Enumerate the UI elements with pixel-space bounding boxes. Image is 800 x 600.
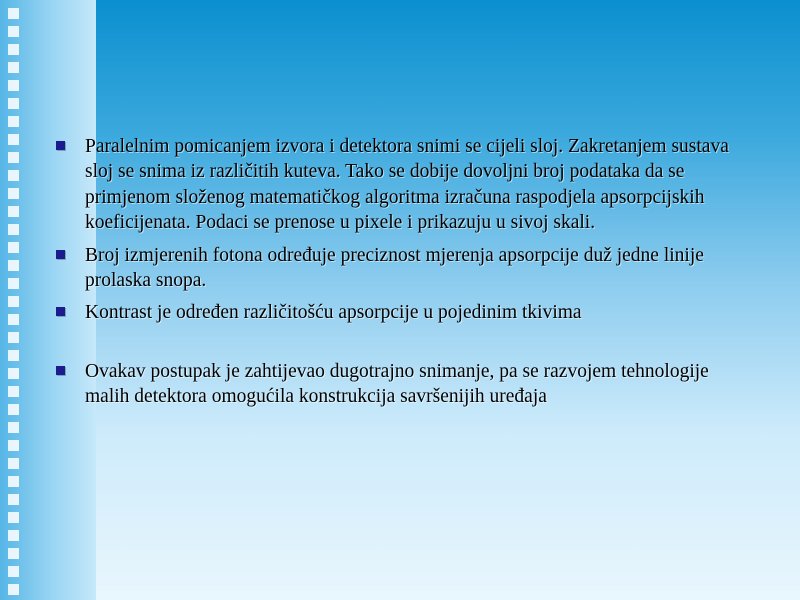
- bullet-square-icon: [56, 141, 65, 150]
- sidebar-square-decoration: [8, 98, 19, 109]
- sidebar-square-decoration: [8, 530, 19, 541]
- sidebar-square-decoration: [8, 332, 19, 343]
- sidebar-square-decoration: [8, 494, 19, 505]
- bullet-item: [56, 243, 746, 294]
- sidebar-square-decoration: [8, 152, 19, 163]
- bullet-square-icon: [56, 366, 65, 375]
- sidebar-square-decoration: [8, 170, 19, 181]
- sidebar-square-decoration: [8, 350, 19, 361]
- bullet-list: [56, 134, 746, 410]
- sidebar-square-decoration: [8, 242, 19, 253]
- sidebar-square-decoration: [8, 458, 19, 469]
- sidebar-square-decoration: [8, 116, 19, 127]
- bullet-square-icon: [56, 307, 65, 316]
- sidebar-square-decoration: [8, 314, 19, 325]
- sidebar-square-decoration: [8, 566, 19, 577]
- sidebar-square-decoration: [8, 584, 19, 595]
- sidebar-square-decoration: [8, 296, 19, 307]
- sidebar-square-decoration: [8, 206, 19, 217]
- sidebar-square-decoration: [8, 134, 19, 145]
- sidebar-square-decoration: [8, 26, 19, 37]
- bullet-item: [56, 134, 746, 236]
- sidebar-square-decoration: [8, 476, 19, 487]
- sidebar-square-decoration: [8, 44, 19, 55]
- sidebar-square-decoration: [8, 512, 19, 523]
- sidebar-square-decoration: [8, 260, 19, 271]
- bullet-text: Broj izmjerenih fotona određuje preciznost mjerenja apsorpcije duž jedne linije prolaska snopa.: [85, 244, 704, 292]
- sidebar-square-decoration: [8, 422, 19, 433]
- bullet-square-icon: [56, 250, 65, 259]
- sidebar-square-decoration: [8, 8, 19, 19]
- bullet-item: [56, 359, 746, 410]
- bullet-item: [56, 300, 746, 325]
- sidebar-square-decoration: [8, 224, 19, 235]
- sidebar-square-decoration: [8, 404, 19, 415]
- sidebar-square-decoration: [8, 188, 19, 199]
- bullet-text: Kontrast je određen različitošću apsorpcije u pojedinim tkivima: [85, 302, 582, 324]
- sidebar-square-decoration: [8, 278, 19, 289]
- sidebar-square-decoration: [8, 386, 19, 397]
- sidebar-square-decoration: [8, 368, 19, 379]
- sidebar-square-decoration: [8, 80, 19, 91]
- bullet-text: Ovakav postupak je zahtijevao dugotrajno snimanje, pa se razvojem tehnologije malih detektora omogućila konstrukcija savršenijih uređaja: [85, 360, 709, 408]
- sidebar-square-decoration: [8, 440, 19, 451]
- sidebar-square-decoration: [8, 62, 19, 73]
- bullet-text: Paralelnim pomicanjem izvora i detektora snimi se cijeli sloj. Zakretanjem sustava sloj se snima iz različitih kuteva. Tako se dobije dovoljni broj podataka da se primjenom složenog matematičkog algoritma izračuna raspodjela apsorpcijskih koeficijenata. Podaci se prenose u pixele i prikazuju u sivoj skali.: [85, 136, 729, 234]
- sidebar-square-decoration: [8, 548, 19, 559]
